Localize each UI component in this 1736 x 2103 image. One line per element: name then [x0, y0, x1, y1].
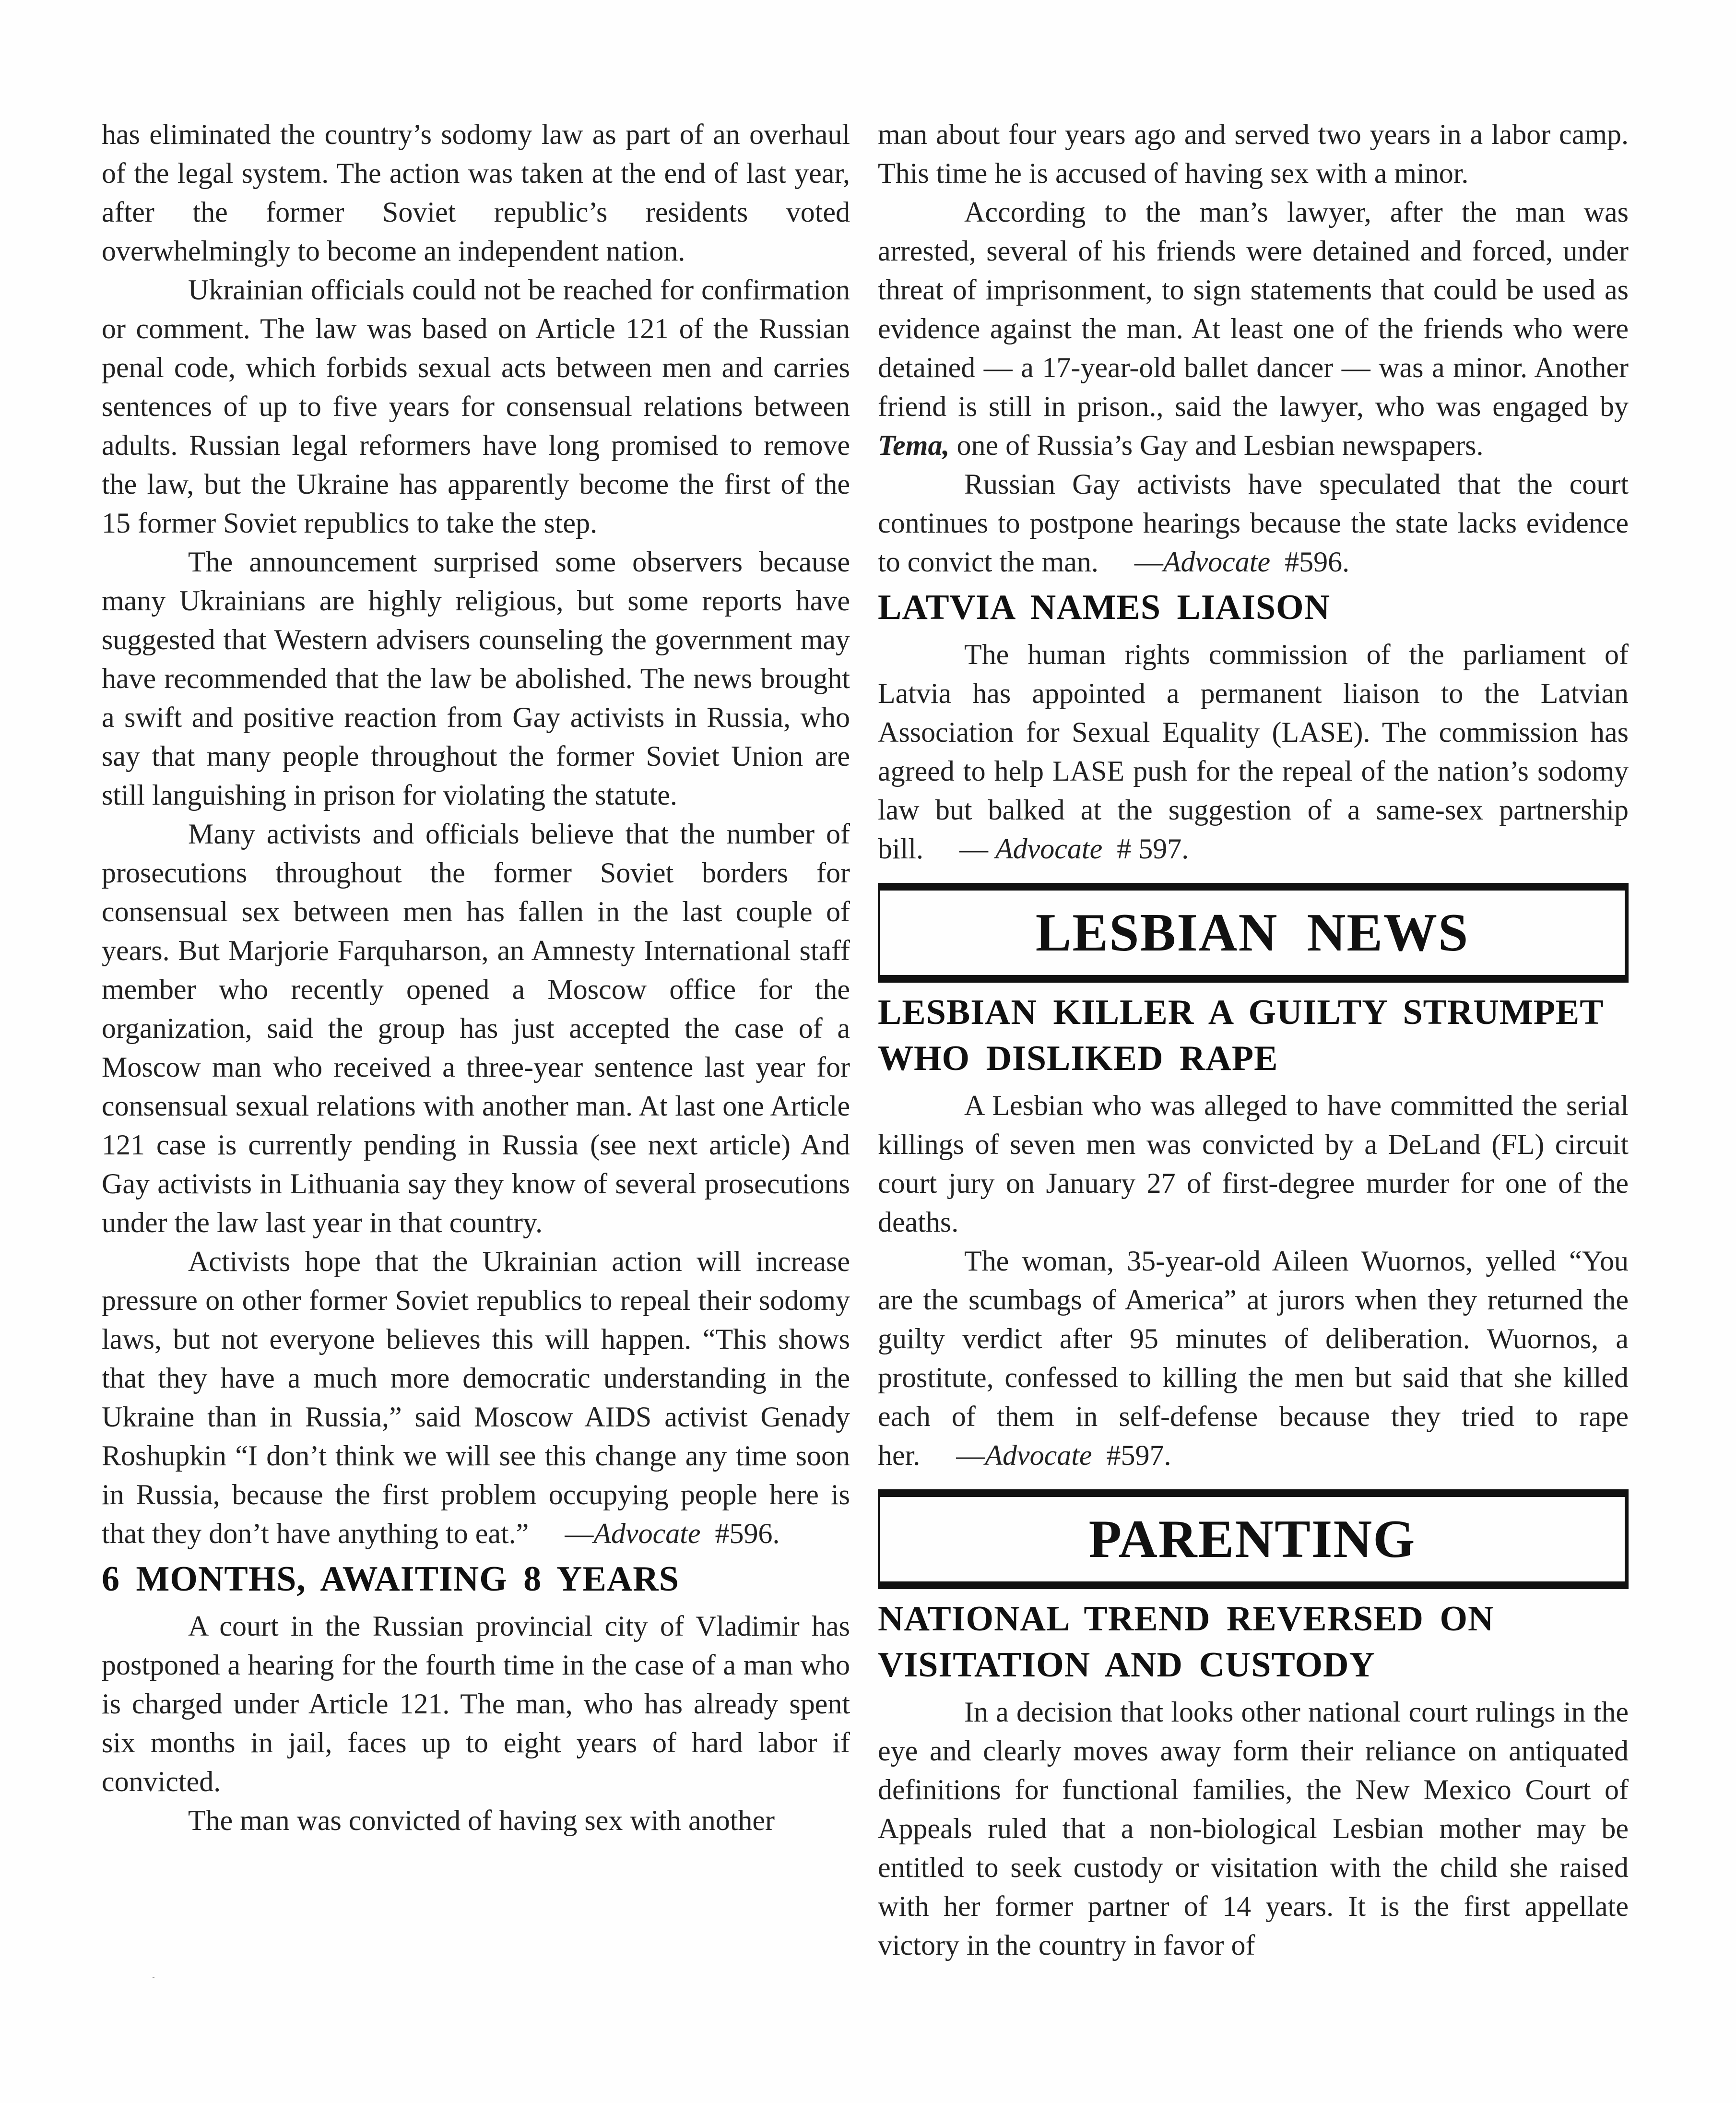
paragraph-text: Activists hope that the Ukrainian action will increase pressure on other former Soviet republics to repeal their sodomy laws, but not everyone believes this will happen. “This shows that they have a much more democratic understanding in the Ukraine than in Russia,” said Moscow AIDS activist Genady Roshupkin “I don’t think we will see this change any time soon in Russia, because the first problem occupying people here is that they don’t have anything to eat.”	[102, 1246, 850, 1549]
paragraph-text: The human rights commission of the parliament of Latvia has appointed a permanent liaison to the Latvian Association for Sexual Equality (LASE). The commission has agreed to help LASE push for the repeal of the nation’s sodomy law but balked at the suggestion of a same-sex partnership bill.	[878, 639, 1629, 865]
article-paragraph: has eliminated the country’s sodomy law as part of an overhaul of the legal system. The action was taken at the end of last year, after the former Soviet republic’s residents voted overwhelmingly to become an independent nation.	[102, 119, 850, 267]
article-paragraph	[102, 1242, 850, 1553]
article-paragraph: A Lesbian who was alleged to have committed the serial killings of seven men was convicted by a DeLand (FL) circuit court jury on January 27 of first-degree murder for one of the deaths.	[878, 1090, 1629, 1238]
citation-issue: #596.	[715, 1518, 780, 1549]
citation-source: Advocate	[985, 1439, 1092, 1471]
citation-source: Advocate	[995, 833, 1103, 865]
citation-dash: —	[1134, 546, 1163, 578]
source-citation	[959, 833, 1189, 865]
article-paragraph: In a decision that looks other national court rulings in the eye and clearly moves away form their reliance on antiquated definitions for functional families, the New Mexico Court of Appeals ruled that a non-biological Lesbian mother may be entitled to seek custody or visitation with the child she raised with her former partner of 14 years. It is the first appellate victory in the country in favor of	[878, 1696, 1629, 1961]
article-paragraph: The announcement surprised some observers because many Ukrainians are highly religious, but some reports have suggested that Western advisers counseling the government may have recommended that the law be abolished. The news brought a swift and positive reaction from Gay activists in Russia, who say that many people throughout the former Soviet Union are still languishing in prison for violating the statute.	[102, 546, 850, 811]
citation-source: Advocate	[1163, 546, 1271, 578]
lesbian-news-section	[878, 883, 1629, 1475]
paragraph-text-tail: one of Russia’s Gay and Lesbian newspapers.	[949, 429, 1484, 461]
source-citation	[1134, 546, 1349, 578]
citation-issue: #596.	[1285, 546, 1350, 578]
article-paragraph: A court in the Russian provincial city of Vladimir has postponed a hearing for the fourth time in the case of a man who is charged under Article 121. The man, who has already spent six months in jail, faces up to eight years of hard labor if convicted.	[102, 1610, 850, 1797]
section-title: PARENTING	[1088, 1509, 1416, 1569]
article-paragraph: Many activists and officials believe that the number of prosecutions throughout the former Soviet borders for consensual sex between men has fallen in the last couple of years. But Marjorie Farquharson, an Amnesty International staff member who recently opened a Moscow office for the organization, said the group has just accepted the case of a Moscow man who received a three-year sentence last year for consensual sexual relations with another man. At last one Article 121 case is currently pending in Russia (see next article) And Gay activists in Lithuania say they know of several prosecutions under the law last year in that country.	[102, 818, 850, 1238]
citation-dash: —	[956, 1439, 985, 1471]
article-paragraph	[878, 635, 1629, 868]
vladimir-court-article-continued	[878, 115, 1629, 582]
article-paragraph: The man was convicted of having sex with another	[188, 1805, 775, 1836]
citation-source: Advocate	[593, 1518, 701, 1549]
paragraph-text: The woman, 35-year-old Aileen Wuornos, yelled “You are the scumbags of America” at jurors when they returned the guilty verdict after 95 minutes of deliberation. Wuornos, a prostitute, confessed to killing the men but said that she killed each of them in self-defense because they tried to rape her.	[878, 1245, 1629, 1471]
section-banner	[878, 1489, 1629, 1589]
paragraph-text: Russian Gay activists have speculated that the court continues to postpone hearings because the state lacks evidence to convict the man.	[878, 468, 1629, 578]
source-citation	[956, 1439, 1171, 1471]
section-title: LESBIAN NEWS	[1035, 903, 1469, 962]
source-citation	[565, 1518, 779, 1549]
article-paragraph: Ukrainian officials could not be reached for confirmation or comment. The law was based on Article 121 of the Russian penal code, which forbids sexual acts between men and carries sentences of up to five years for consensual relations between adults. Russian legal reformers have long promised to remove the law, but the Ukraine has apparently become the first of the 15 former Soviet republics to take the step.	[102, 274, 850, 539]
left-column	[102, 115, 850, 1840]
scan-speck	[153, 1977, 154, 1978]
article-headline: 6 MONTHS, AWAITING 8 YEARS	[102, 1559, 679, 1599]
article-paragraph	[878, 1242, 1629, 1475]
newspaper-name: Tema,	[878, 429, 950, 461]
vladimir-court-article	[102, 1556, 850, 1840]
section-banner	[878, 883, 1629, 983]
parenting-section	[878, 1489, 1629, 1965]
article-paragraph	[878, 193, 1629, 465]
citation-dash: —	[565, 1518, 594, 1549]
latvia-liaison-article	[878, 584, 1629, 868]
article-paragraph	[878, 465, 1629, 582]
article-paragraph: man about four years ago and served two years in a labor camp. This time he is accused of having sex with a minor.	[878, 119, 1629, 189]
citation-issue: # 597.	[1117, 833, 1189, 865]
citation-dash: —	[959, 833, 989, 865]
article-headline: LATVIA NAMES LIAISON	[878, 588, 1331, 627]
article-headline: LESBIAN KILLER A GUILTY STRUMPET WHO DISLIKED RAPE	[878, 993, 1604, 1078]
article-headline: NATIONAL TREND REVERSED ON VISITATION AND CUSTODY	[878, 1599, 1494, 1685]
right-column	[878, 115, 1629, 1965]
ukraine-sodomy-law-article	[102, 115, 850, 1553]
paragraph-text: According to the man’s lawyer, after the man was arrested, several of his friends were detained and forced, under threat of imprisonment, to sign statements that could be used as evidence against the man. At least one of the friends who were detained — a 17-year-old ballet dancer — was a minor. Another friend is still in prison., said the lawyer, who was engaged by	[878, 196, 1629, 422]
citation-issue: #597.	[1106, 1439, 1171, 1471]
